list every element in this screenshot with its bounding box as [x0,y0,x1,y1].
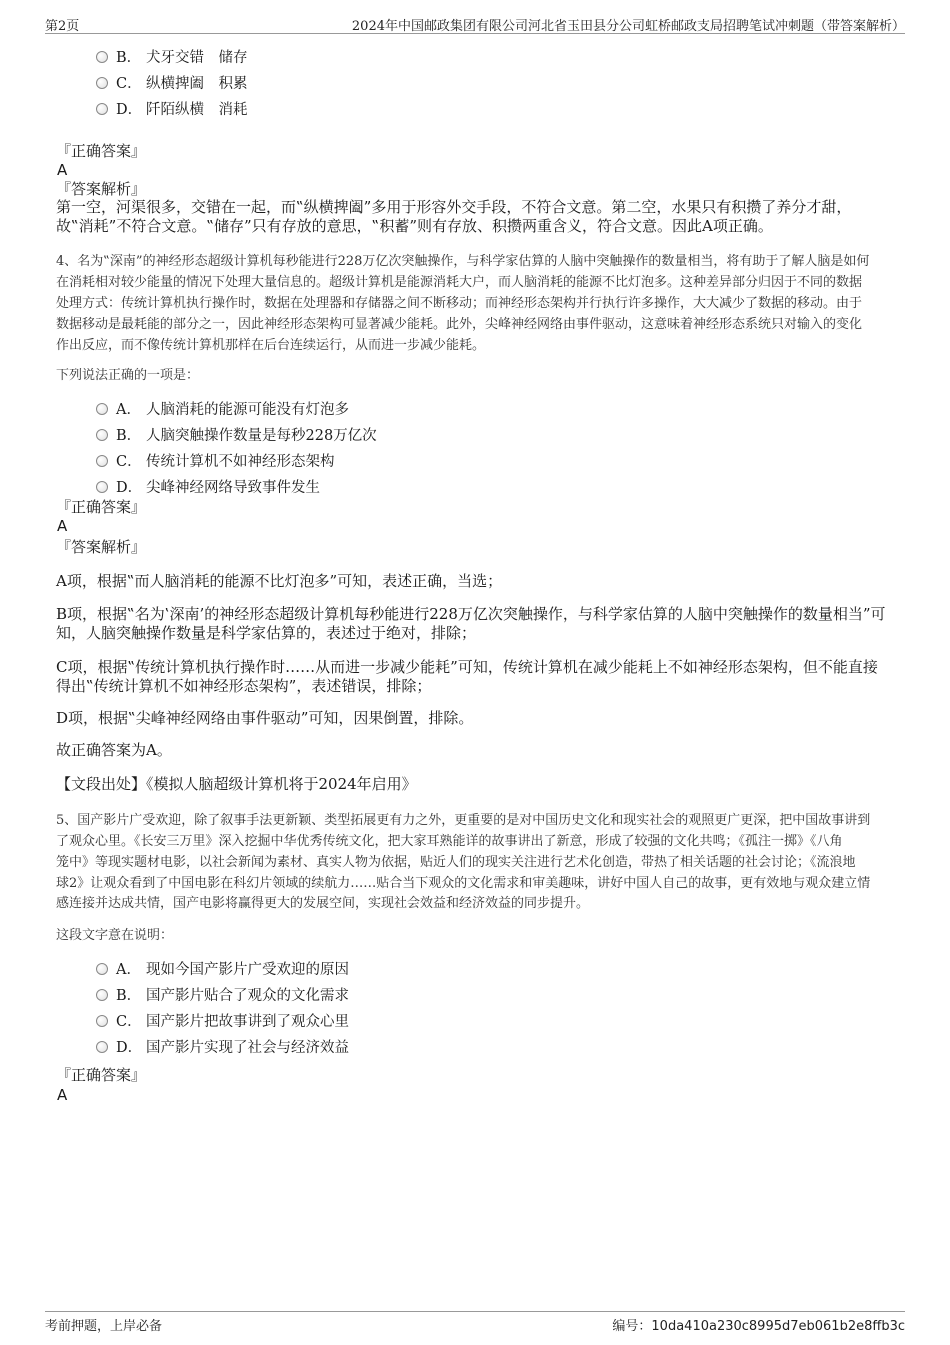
document-title: 2024年中国邮政集团有限公司河北省玉田县分公司虹桥邮政支局招聘笔试冲刺题（带答案解析） [351,19,905,34]
q5-option-b[interactable]: B． 国产影片贴合了观众的文化需求 [96,985,349,1007]
q3-analysis-label: 『答案解析』 [56,180,147,198]
q3-option-d[interactable]: D． 阡陌纵横 消耗 [96,99,248,121]
q5-prompt: 这段文字意在说明： [56,928,174,943]
q4-analysis-a: A项，根据‟而人脑消耗的能源不比灯泡多”可知，表述正确，当选； [56,572,503,590]
document-code [612,1315,905,1334]
radio-icon[interactable] [96,455,108,467]
page-footer [45,1311,905,1334]
q4-text-line-5: 作出反应，而不像传统计算机那样在后台连续运行，从而进一步减少能耗。 [56,338,486,353]
q3-analysis-line-1: 第一空，河渠很多，交错在一起，而‟纵横捭阖”多用于形容外交手段，不符合文意。第二空，水果只有积攒了养分才甜， [56,198,852,216]
q5-text-line-3: 笼中》等现实题材电影，以社会新闻为素材、真实人物为依据，贴近人们的现实关注进行艺术化创造，带热了相关话题的社会讨论；《流浪地 [56,855,856,870]
q4-option-b[interactable]: B． 人脑突触操作数量是每秒228万亿次 [96,425,377,447]
page-header [45,13,905,34]
q4-analysis-b-line-2: 知，人脑突触操作数量是科学家估算的，表述过于绝对，排除； [56,624,477,642]
q4-analysis-b-line-1: B项，根据‟名为‛深南’的神经形态超级计算机每秒能进行228万亿次突触操作，与科学家估算的人脑中突触操作的数量相当”可 [56,605,886,623]
radio-icon[interactable] [96,51,108,63]
radio-icon[interactable] [96,403,108,415]
q4-option-a[interactable]: A． 人脑消耗的能源可能没有灯泡多 [96,399,349,421]
q4-answer: A [57,517,68,535]
radio-icon[interactable] [96,1041,108,1053]
q4-analysis-c-line-1: C项，根据‟传统计算机执行操作时……从而进一步减少能耗”可知，传统计算机在减少能耗上不如神经形态架构，但不能直接 [56,658,878,676]
radio-icon[interactable] [96,103,108,115]
radio-icon[interactable] [96,77,108,89]
q5-option-d[interactable]: D． 国产影片实现了社会与经济效益 [96,1037,349,1059]
q4-option-c[interactable]: C． 传统计算机不如神经形态架构 [96,451,335,473]
q5-option-c[interactable]: C． 国产影片把故事讲到了观众心里 [96,1011,349,1033]
q4-analysis-c-line-2: 得出‟传统计算机不如神经形态架构”，表述错误，排除； [56,677,432,695]
q5-answer: A [57,1086,68,1104]
q5-text-line-4: 球2》让观众看到了中国电影在科幻片领域的续航力……贴合当下观众的文化需求和审美趣味，讲好中国人自己的故事，更有效地与观众建立情 [56,876,871,891]
radio-icon[interactable] [96,1015,108,1027]
q3-option-b[interactable]: B． 犬牙交错 储存 [96,47,248,69]
q4-analysis-conclusion: 故正确答案为A。 [56,741,172,759]
q4-text-line-2: 在消耗相对较少能量的情况下处理大量信息的。超级计算机是能源消耗大户，而人脑消耗的能源不比灯泡多。这种差异部分归因于不同的数据 [56,275,863,290]
q3-analysis-line-2: 故‟消耗”不符合文意。‟储存”只有存放的意思，‟积蓄”则有存放、积攒两重含义，符合文意。因此A项正确。 [56,217,773,235]
q4-source: 【文段出处】《模拟人脑超级计算机将于2024年启用》 [56,775,417,793]
radio-icon[interactable] [96,989,108,1001]
q3-option-c[interactable]: C． 纵横捭阖 积累 [96,73,248,95]
q5-answer-label: 『正确答案』 [56,1066,147,1084]
q3-answer-label: 『正确答案』 [56,142,147,160]
q4-text-line-1: 4、名为‟深南”的神经形态超级计算机每秒能进行228万亿次突触操作，与科学家估算的人脑中突触操作的数量相当，将有助于了解人脑是如何 [56,254,870,269]
q3-answer: A [57,161,68,179]
code-label: 编号： [612,1319,652,1334]
footer-slogan: 考前押题，上岸必备 [45,1319,163,1334]
code-value: 10da410a230c8995d7eb061b2e8ffb3c [651,1319,905,1334]
q4-analysis-d: D项，根据‟尖峰神经网络由事件驱动”可知，因果倒置，排除。 [56,709,474,727]
radio-icon[interactable] [96,963,108,975]
q4-text-line-3: 处理方式：传统计算机执行操作时，数据在处理器和存储器之间不断移动；而神经形态架构并行执行许多操作，大大减少了数据的移动。由于 [56,296,863,311]
q4-analysis-label: 『答案解析』 [56,538,147,556]
q4-text-line-4: 数据移动是最耗能的部分之一，因此神经形态架构可显著减少能耗。此外，尖峰神经网络由事件驱动，这意味着神经形态系统只对输入的变化 [56,317,863,332]
radio-icon[interactable] [96,481,108,493]
q5-text-line-5: 感连接并达成共情，国产电影将赢得更大的发展空间，实现社会效益和经济效益的同步提升。 [56,896,590,911]
q5-text-line-2: 了观众心里。《长安三万里》深入挖掘中华优秀传统文化，把大家耳熟能详的故事讲出了新意，形成了较强的文化共鸣；《孤注一掷》《八角 [56,834,843,849]
q4-answer-label: 『正确答案』 [56,498,147,516]
q4-prompt: 下列说法正确的一项是： [56,368,200,383]
q4-option-d[interactable]: D． 尖峰神经网络导致事件发生 [96,477,320,499]
q5-text-line-1: 5、国产影片广受欢迎，除了叙事手法更新颖、类型拓展更有力之外，更重要的是对中国历史文化和现实社会的观照更广更深，把中国故事讲到 [56,813,871,828]
q5-option-a[interactable]: A． 现如今国产影片广受欢迎的原因 [96,959,349,981]
radio-icon[interactable] [96,429,108,441]
page-number: 第2页 [45,19,80,34]
